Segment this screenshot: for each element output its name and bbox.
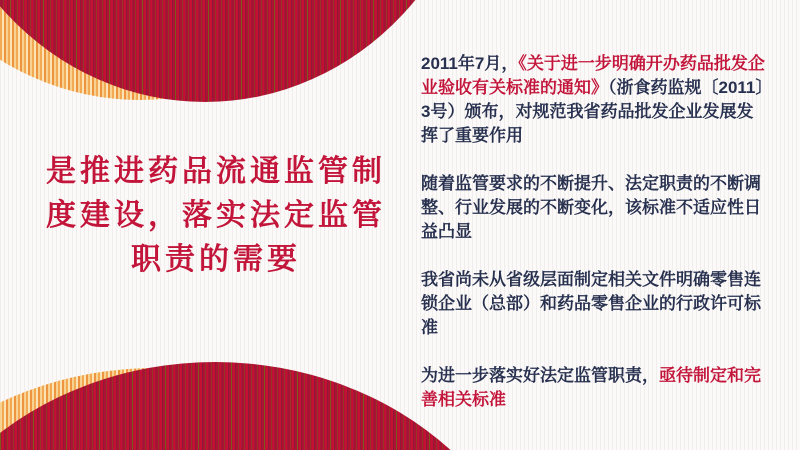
body-text: 我省尚未从省级层面制定相关文件明确零售连锁企业（总部）和药品零售企业的行政许可标准 <box>421 270 761 337</box>
accent-text: 《关于进一步明确开办药品批发企业验收有关标准的通知》 <box>421 54 765 97</box>
body-text: 随着监管要求的不断提升、法定职责的不断调整、行业发展的不断变化，该标准不适应性日益凸显 <box>421 174 761 241</box>
slide-title: 是推进药品流通监管制度建设，落实法定监管职责的需要 <box>46 155 386 276</box>
content-column <box>421 52 769 412</box>
body-paragraph <box>421 52 769 148</box>
accent-text: 亟待制定和完善相关标准 <box>421 366 761 409</box>
body-paragraph <box>421 364 769 412</box>
body-text: 2011年7月， <box>421 54 519 73</box>
body-paragraph <box>421 268 769 340</box>
body-text: 为进一步落实好法定监管职责， <box>421 366 659 385</box>
body-text: （浙食药监规〔2011〕3号）颁布，对规范我省药品批发企业发展发挥了重要作用 <box>421 78 764 145</box>
body-paragraph <box>421 172 769 244</box>
